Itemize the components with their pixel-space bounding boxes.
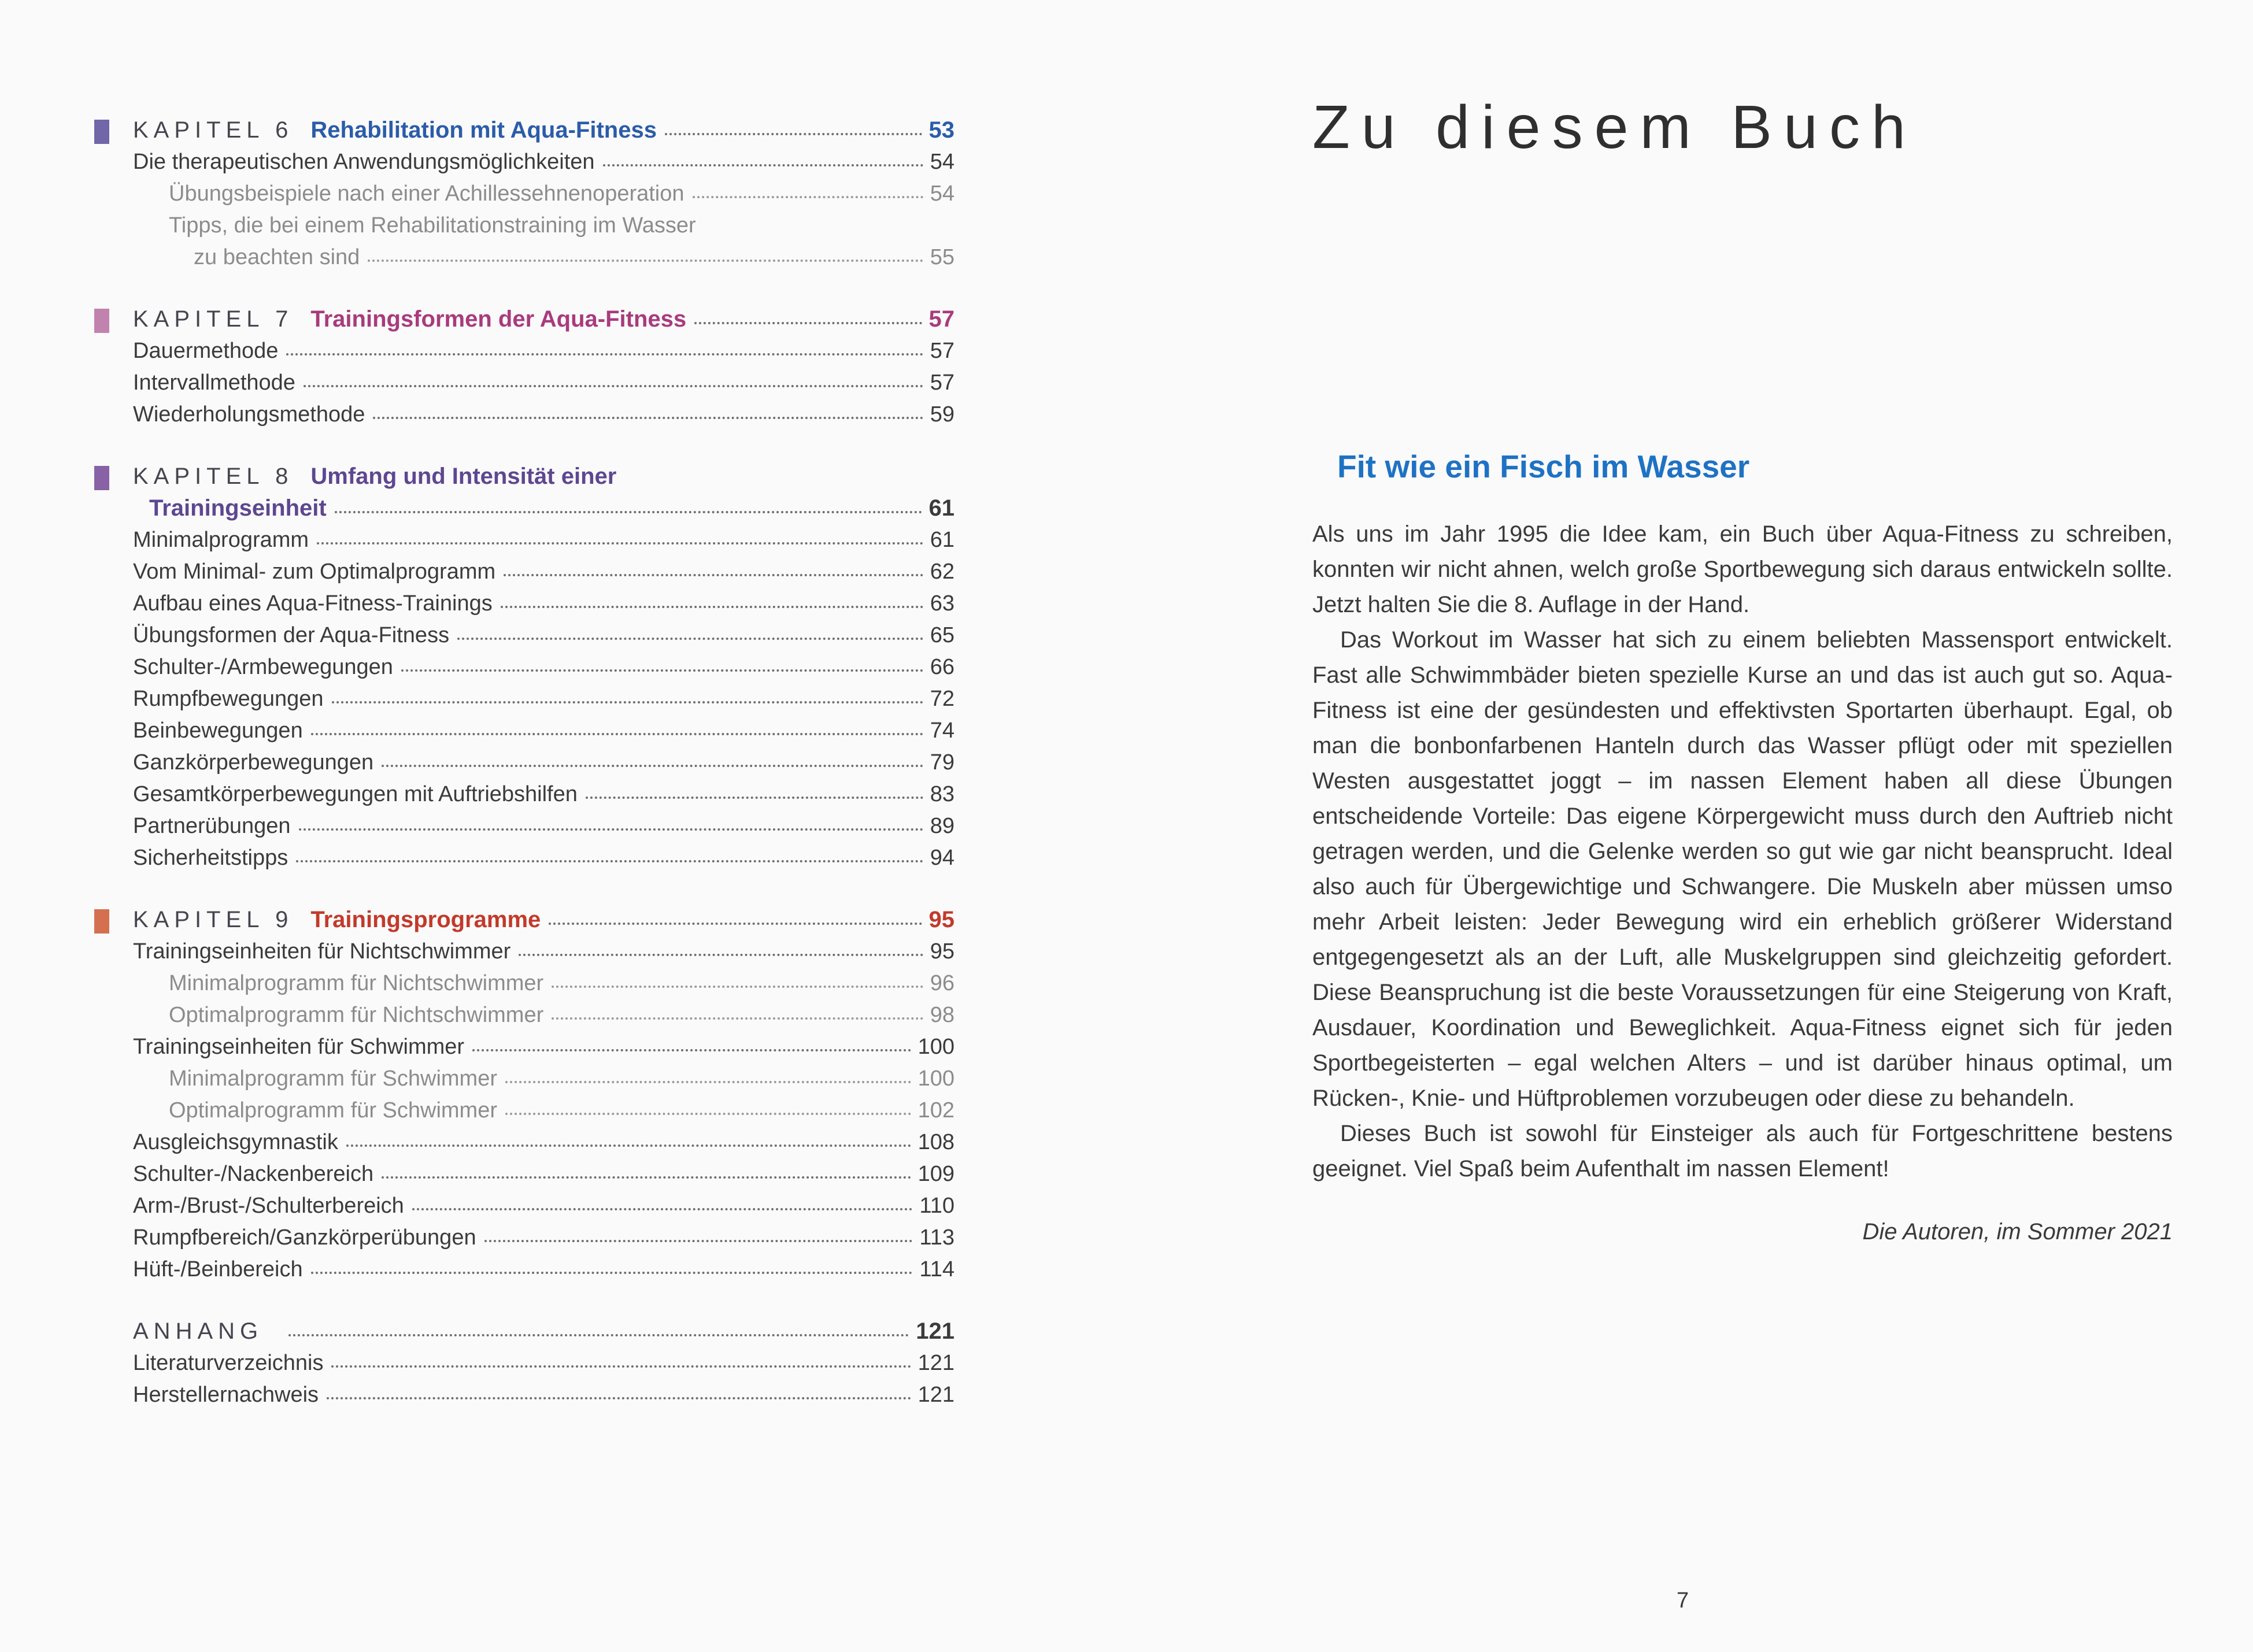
toc-section	[94, 461, 955, 874]
body-text	[1312, 517, 2173, 1187]
toc-section	[94, 1316, 955, 1411]
toc-entry-label: Hüft-/Beinbereich	[133, 1257, 303, 1281]
dot-leader	[693, 196, 923, 198]
chapter-page-number: 95	[928, 907, 955, 932]
toc-entry-page-number: 113	[919, 1225, 955, 1250]
toc-section	[94, 114, 955, 273]
chapter-marker-icon	[94, 466, 109, 490]
toc-entry-page-number: 89	[930, 814, 955, 838]
toc-entry	[94, 683, 955, 715]
table-of-contents	[94, 114, 955, 1411]
chapter-heading	[94, 114, 955, 146]
section-heading: Fit wie ein Fisch im Wasser	[1337, 449, 1750, 484]
chapter-marker-icon	[94, 909, 109, 934]
toc-entry-page-number: 109	[918, 1162, 955, 1186]
toc-entry	[94, 1095, 955, 1127]
chapter-marker-icon	[94, 120, 109, 144]
chapter-heading	[94, 904, 955, 936]
toc-entry-page-number: 121	[918, 1351, 955, 1375]
dot-leader	[327, 1397, 911, 1399]
toc-entry-label: Trainingseinheiten für Nichtschwimmer	[133, 939, 511, 964]
toc-entry-page-number: 61	[930, 528, 955, 552]
toc-entry-page-number: 98	[930, 1003, 955, 1027]
toc-entry-label: Literaturverzeichnis	[133, 1351, 324, 1375]
dot-leader	[472, 1049, 911, 1051]
dot-leader	[401, 669, 923, 672]
toc-entry-label: Dauermethode	[133, 339, 279, 363]
toc-entry	[94, 1158, 955, 1190]
toc-entry	[94, 968, 955, 999]
toc-entry-label: Optimalprogramm für Nichtschwimmer	[169, 1003, 544, 1027]
dot-leader	[505, 1081, 911, 1083]
toc-entry	[94, 651, 955, 683]
toc-entry-label: Minimalprogramm	[133, 528, 309, 552]
toc-entry	[94, 1190, 955, 1222]
chapter-heading	[94, 303, 955, 335]
dot-leader	[504, 574, 923, 576]
chapter-title-continuation	[94, 492, 955, 524]
toc-entry-label: Ganzkörperbewegungen	[133, 750, 374, 775]
dot-leader	[552, 1017, 923, 1020]
dot-leader	[694, 322, 922, 324]
toc-entry	[94, 210, 955, 242]
toc-entry	[94, 556, 955, 588]
chapter-title: Trainingseinheit	[149, 495, 327, 521]
toc-entry-label: Aufbau eines Aqua-Fitness-Trainings	[133, 591, 493, 616]
toc-entry	[94, 1127, 955, 1158]
chapter-page-number: 61	[928, 495, 955, 521]
dot-leader	[368, 260, 923, 262]
toc-entry	[94, 399, 955, 431]
toc-entry-page-number: 57	[930, 371, 955, 395]
toc-entry-page-number: 96	[930, 971, 955, 995]
toc-entry-label: Übungsformen der Aqua-Fitness	[133, 623, 450, 647]
dot-leader	[501, 606, 923, 608]
toc-entry	[94, 715, 955, 747]
toc-entry	[94, 1379, 955, 1411]
toc-entry-label: Herstellernachweis	[133, 1383, 319, 1407]
dot-leader	[505, 1113, 911, 1115]
chapter-title: Trainingsformen der Aqua-Fitness	[310, 306, 687, 332]
dot-leader	[296, 860, 923, 862]
chapter-title: Rehabilitation mit Aqua-Fitness	[310, 117, 657, 143]
toc-section	[94, 904, 955, 1286]
toc-entry-page-number: 100	[918, 1035, 955, 1059]
chapter-heading	[94, 1316, 955, 1347]
chapter-page-number: 57	[928, 306, 955, 332]
toc-entry-page-number: 100	[918, 1066, 955, 1091]
paragraph: Dieses Buch ist sowohl für Einsteiger als auch für Fortgeschrittene bestens geeignet. Viel Spaß beim Aufenthalt im nassen Element!	[1312, 1121, 2173, 1181]
toc-entry-page-number: 66	[930, 655, 955, 679]
toc-entry-page-number: 83	[930, 782, 955, 806]
toc-entry-page-number: 102	[918, 1098, 955, 1123]
toc-entry	[94, 842, 955, 874]
dot-leader	[346, 1144, 911, 1147]
dot-leader	[304, 385, 923, 387]
toc-entry	[94, 367, 955, 399]
dot-leader	[484, 1240, 913, 1242]
toc-entry-label: zu beachten sind	[194, 245, 360, 269]
dot-leader	[332, 701, 923, 703]
toc-entry-page-number: 54	[930, 150, 955, 174]
toc-entry	[94, 524, 955, 556]
chapter-title: Trainingsprogramme	[310, 907, 541, 932]
toc-entry-page-number: 95	[930, 939, 955, 964]
dot-leader	[519, 954, 923, 956]
toc-entry	[94, 1031, 955, 1063]
toc-entry	[94, 1222, 955, 1254]
dot-leader	[335, 511, 922, 513]
page-title: Zu diesem Buch	[1312, 93, 1917, 161]
dot-leader	[288, 1334, 909, 1336]
toc-entry-page-number: 72	[930, 687, 955, 711]
toc-section	[94, 303, 955, 431]
toc-entry-page-number: 114	[919, 1257, 955, 1281]
dot-leader	[549, 923, 922, 925]
dot-leader	[373, 417, 923, 419]
toc-entry-label: Gesamtkörperbewegungen mit Auftriebshilfen	[133, 782, 578, 806]
dot-leader	[311, 733, 923, 735]
toc-entry	[94, 242, 955, 273]
chapter-page-number: 53	[928, 117, 955, 143]
toc-entry-page-number: 54	[930, 182, 955, 206]
toc-entry-label: Minimalprogramm für Schwimmer	[169, 1066, 497, 1091]
toc-entry-page-number: 79	[930, 750, 955, 775]
toc-entry-page-number: 94	[930, 846, 955, 870]
toc-entry	[94, 779, 955, 810]
toc-entry-page-number: 65	[930, 623, 955, 647]
toc-entry	[94, 1347, 955, 1379]
toc-entry	[94, 999, 955, 1031]
toc-entry	[94, 620, 955, 651]
toc-entry-label: Die therapeutischen Anwendungsmöglichkeiten	[133, 150, 595, 174]
dot-leader	[457, 638, 923, 640]
toc-entry-label: Arm-/Brust-/Schulterbereich	[133, 1194, 404, 1218]
chapter-label: KAPITEL 6	[133, 117, 294, 143]
toc-entry-page-number: 63	[930, 591, 955, 616]
toc-entry	[94, 810, 955, 842]
intro-page	[1312, 91, 2173, 1250]
chapter-label: KAPITEL 8	[133, 464, 294, 489]
chapter-title: Umfang und Intensität einer	[310, 464, 617, 489]
chapter-heading	[94, 461, 955, 492]
toc-entry-page-number: 62	[930, 560, 955, 584]
chapter-label: ANHANG	[133, 1318, 264, 1344]
toc-entry-label: Schulter-/Armbewegungen	[133, 655, 393, 679]
toc-entry-label: Übungsbeispiele nach einer Achillessehnenoperation	[169, 182, 685, 206]
dot-leader	[552, 986, 923, 988]
toc-entry-label: Tipps, die bei einem Rehabilitationstraining im Wasser	[169, 213, 696, 238]
toc-entry-page-number: 59	[930, 402, 955, 427]
dot-leader	[603, 164, 923, 166]
dot-leader	[317, 542, 923, 545]
toc-entry-label: Rumpfbereich/Ganzkörperübungen	[133, 1225, 476, 1250]
toc-entry	[94, 588, 955, 620]
toc-entry-page-number: 55	[930, 245, 955, 269]
chapter-label: KAPITEL 7	[133, 306, 294, 332]
page-number: 7	[1677, 1588, 1689, 1613]
dot-leader	[331, 1365, 911, 1368]
dot-leader	[665, 133, 922, 135]
toc-entry-label: Rumpfbewegungen	[133, 687, 324, 711]
toc-entry-label: Intervallmethode	[133, 371, 295, 395]
toc-entry-label: Ausgleichsgymnastik	[133, 1130, 338, 1154]
dot-leader	[382, 765, 923, 767]
toc-entry-page-number: 121	[918, 1383, 955, 1407]
toc-entry-label: Schulter-/Nackenbereich	[133, 1162, 374, 1186]
paragraph: Als uns im Jahr 1995 die Idee kam, ein Buch über Aqua-Fitness zu schreiben, konnten wir nicht ahnen, welch große Sportbewegung sich daraus entwickeln sollte. Jetzt halten Sie die 8. Auflage in der Hand.	[1312, 521, 2173, 617]
toc-entry-label: Beinbewegungen	[133, 718, 303, 743]
dot-leader	[286, 353, 923, 355]
paragraph: Das Workout im Wasser hat sich zu einem beliebten Massensport entwickelt. Fast alle Schwimmbäder bieten spezielle Kurse an und das ist auch gut so. Aqua-Fitness ist eine der gesündesten und effektivsten Sportarten überhaupt. Egal, ob man die bonbonfarbenen Hanteln durch das Wasser pflügt oder mit speziellen Westen ausgestattet joggt – im nassen Element haben all diese Übungen entscheidende Vorteile: Das eigene Körpergewicht muss durch den Auftrieb nicht getragen werden, und die Gelenke werden so gut wie gar nicht beansprucht. Ideal also auch für Übergewichtige und Schwangere. Die Muskeln aber müssen umso mehr Arbeit leisten: Jeder Bewegung wird ein erheblich größerer Widerstand entgegengesetzt als an der Luft, alle Muskelgruppen sind gleichzeitig gefordert. Diese Beanspruchung ist die beste Voraussetzungen für eine Steigerung von Kraft, Ausdauer, Koordination und Beweglichkeit. Aqua-Fitness eignet sich für jeden Sportbegeisterten – egal welchen Alters – und ist darüber hinaus optimal, um Rücken-, Knie- und Hüftproblemen vorzubeugen oder diese zu behandeln.	[1312, 627, 2173, 1111]
chapter-page-number: 121	[916, 1318, 955, 1344]
dot-leader	[382, 1176, 911, 1179]
toc-entry	[94, 1254, 955, 1286]
toc-entry	[94, 936, 955, 968]
toc-entry-label: Partnerübungen	[133, 814, 291, 838]
toc-entry-label: Trainingseinheiten für Schwimmer	[133, 1035, 465, 1059]
toc-entry-label: Vom Minimal- zum Optimalprogramm	[133, 560, 496, 584]
toc-entry	[94, 1063, 955, 1095]
dot-leader	[586, 797, 923, 799]
toc-entry-page-number: 110	[919, 1194, 955, 1218]
toc-entry	[94, 178, 955, 210]
chapter-label: KAPITEL 9	[133, 907, 294, 932]
toc-entry-label: Wiederholungsmethode	[133, 402, 365, 427]
toc-entry	[94, 747, 955, 779]
toc-entry	[94, 146, 955, 178]
chapter-marker-icon	[94, 309, 109, 333]
toc-entry-page-number: 74	[930, 718, 955, 743]
toc-entry-page-number: 108	[918, 1130, 955, 1154]
toc-entry-page-number: 57	[930, 339, 955, 363]
toc-entry-label: Optimalprogramm für Schwimmer	[169, 1098, 497, 1123]
byline: Die Autoren, im Sommer 2021	[1862, 1219, 2173, 1244]
toc-entry-label: Minimalprogramm für Nichtschwimmer	[169, 971, 544, 995]
dot-leader	[299, 828, 923, 831]
toc-entry-label: Sicherheitstipps	[133, 846, 288, 870]
toc-entry	[94, 335, 955, 367]
dot-leader	[311, 1272, 913, 1274]
dot-leader	[412, 1208, 913, 1210]
